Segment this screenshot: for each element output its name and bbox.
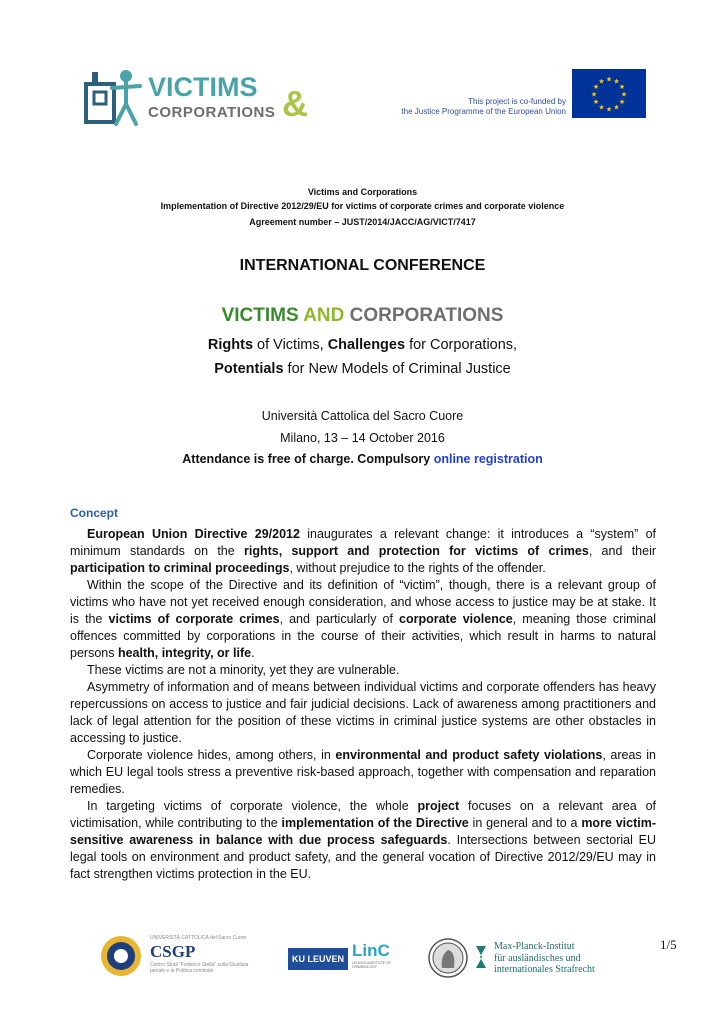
subtitle-line-1	[0, 337, 725, 353]
concept-paragraph	[70, 747, 656, 798]
bold-phrase: corporate violence	[399, 612, 513, 626]
eu-star-icon: ★	[618, 84, 626, 91]
linc-logo	[352, 941, 402, 971]
mpi-leaf-icon	[472, 944, 490, 970]
text-run: , and their	[588, 544, 657, 558]
subtitle-text-b: for Corporations,	[405, 337, 518, 353]
text-run: Within the scope of the Directive and its definition of “victim”, though, there is a relevant group of victims who have not yet received enough consideration, and whose access to justice may be at stake. It is the	[70, 578, 656, 626]
eu-star-icon: ★	[613, 104, 620, 112]
text-run: , and particularly of	[279, 612, 399, 626]
text-run: focuses on a relevant area of victimisation, while contributing to the	[70, 799, 657, 830]
text-run: inaugurates a relevant change: it introduces a “system” of minimum standards on the	[70, 527, 656, 558]
linc-small-text: LEUVEN INSTITUTE OF CRIMINOLOGY	[352, 961, 391, 969]
eu-star-icon: ★	[605, 76, 613, 84]
online-registration-link[interactable]: online registration	[433, 452, 543, 466]
text-run: These victims are not a minority, yet they are vulnerable.	[87, 663, 400, 677]
subtitle-line-2	[0, 361, 725, 377]
bold-phrase: European Union Directive 29/2012	[87, 527, 300, 541]
eu-star-icon: ★	[605, 106, 613, 114]
text-run: .	[251, 646, 255, 660]
bold-phrase: participation to criminal proceedings	[70, 561, 290, 575]
cofund-line-2: the Justice Programme of the European Union	[401, 107, 566, 116]
eu-star-icon: ★	[590, 91, 598, 99]
eu-star-icon: ★	[620, 91, 628, 99]
conference-title	[0, 305, 725, 327]
csgp-university-text: UNIVERSITÀ CATTOLICA del Sacro Cuore	[150, 935, 247, 941]
eu-star-icon: ★	[598, 104, 605, 112]
mpi-line-3: internationales Strafrecht	[494, 964, 595, 975]
text-run: . Intersections between sectorial EU legal tools on environment and product safety, and the general vocation of Directive 2012/29/EU may in fact strengthen victims protection in the EU.	[70, 833, 657, 881]
logo-victims-text: VICTIMS	[148, 72, 258, 102]
title-victims: VICTIMS	[221, 305, 299, 326]
eu-star-icon: ★	[592, 99, 600, 106]
subtitle-text-c: for New Models of Criminal Justice	[283, 361, 511, 377]
cofund-notice	[380, 97, 566, 117]
conference-dates: Milano, 13 – 14 October 2016	[280, 431, 445, 445]
logo-emblem-icon	[82, 66, 148, 128]
csgp-small-text: Centro Studi "Federico Stella" sulla Giustizia penale e la Politica criminale	[150, 962, 249, 974]
concept-paragraph	[70, 798, 656, 883]
bold-phrase: more victim-sensitive awareness in balance with due process safeguards	[70, 816, 656, 847]
bold-phrase: rights, support and protection for victims of crimes	[243, 544, 589, 558]
bold-phrase: victims of corporate crimes	[108, 612, 280, 626]
text-run: in general and to a	[468, 816, 582, 830]
subtitle-challenges: Challenges	[327, 337, 406, 353]
text-run: , meaning those criminal offences committed by corporations in the course of their activities, which result in harms to natural persons	[70, 612, 656, 660]
text-run: In targeting victims of corporate violence, the whole	[87, 799, 418, 813]
project-title: Victims and Corporations	[307, 187, 418, 197]
page-number: 1/5	[660, 937, 677, 952]
concept-paragraph	[70, 679, 656, 747]
text-run: Corporate violence hides, among others, in	[87, 748, 336, 762]
eu-star-icon: ★	[618, 99, 626, 106]
csgp-text: CSGP	[150, 942, 196, 961]
title-corporations: CORPORATIONS	[349, 305, 504, 326]
subtitle-potentials: Potentials	[214, 361, 284, 377]
mpi-text	[494, 941, 595, 976]
bold-phrase: health, integrity, or life	[117, 646, 252, 660]
conference-heading: INTERNATIONAL CONFERENCE	[239, 257, 486, 274]
cofund-line-1: This project is co-funded by	[468, 97, 566, 106]
eu-flag-icon	[572, 69, 646, 118]
max-planck-logo	[428, 938, 608, 980]
eu-stars	[572, 69, 646, 118]
text-run: , areas in which EU legal tools stress a preventive risk-based approach, together with compensation and reparation remedies.	[70, 748, 656, 796]
eu-star-icon: ★	[592, 84, 600, 91]
subtitle-rights: Rights	[207, 337, 254, 353]
logo-corporations-text: CORPORATIONS	[148, 104, 276, 121]
concept-paragraph	[70, 577, 656, 662]
concept-body	[70, 526, 656, 883]
victims-corporations-logo	[82, 66, 314, 128]
mpi-line-2: für ausländisches und	[494, 952, 581, 964]
ku-leuven-logo: KU LEUVEN	[288, 948, 348, 970]
concept-paragraph	[70, 662, 656, 679]
attendance-text: Attendance is free of charge. Compulsory	[182, 452, 434, 466]
text-run: Asymmetry of information and of means between individual victims and corporate offenders has heavy repercussions on access to justice and fair judicial decisions. Lack of awareness among practitioners and lack of legal attention for the position of these victims in criminal justice systems are other obstacles in accessing to justice.	[70, 680, 656, 745]
agreement-number: Agreement number – JUST/2014/JACC/AG/VICT/7417	[249, 217, 476, 227]
concept-heading: Concept	[70, 506, 118, 520]
ampersand-icon	[280, 82, 314, 122]
university-seal-icon	[100, 935, 142, 977]
venue: Università Cattolica del Sacro Cuore	[261, 409, 464, 423]
svg-text:&: &	[282, 83, 308, 122]
attendance-line	[0, 452, 725, 466]
title-and: AND	[303, 305, 345, 326]
bold-phrase: project	[417, 799, 460, 813]
project-implementation: Implementation of Directive 2012/29/EU for victims of corporate crimes and corporate violence	[160, 201, 565, 211]
bold-phrase: implementation of the Directive	[281, 816, 469, 830]
eu-star-icon: ★	[613, 78, 620, 86]
mpi-line-1: Max-Planck-Institut	[494, 941, 575, 952]
bold-phrase: environmental and product safety violations	[335, 748, 603, 762]
concept-paragraph	[70, 526, 656, 577]
text-run: , without prejudice to the rights of the offender.	[289, 561, 546, 575]
csgp-logo	[100, 935, 270, 977]
linc-text: LinC	[352, 941, 390, 960]
subtitle-text-a: of Victims,	[253, 337, 328, 353]
eu-star-icon: ★	[598, 78, 605, 86]
minerva-seal-icon	[428, 938, 468, 978]
